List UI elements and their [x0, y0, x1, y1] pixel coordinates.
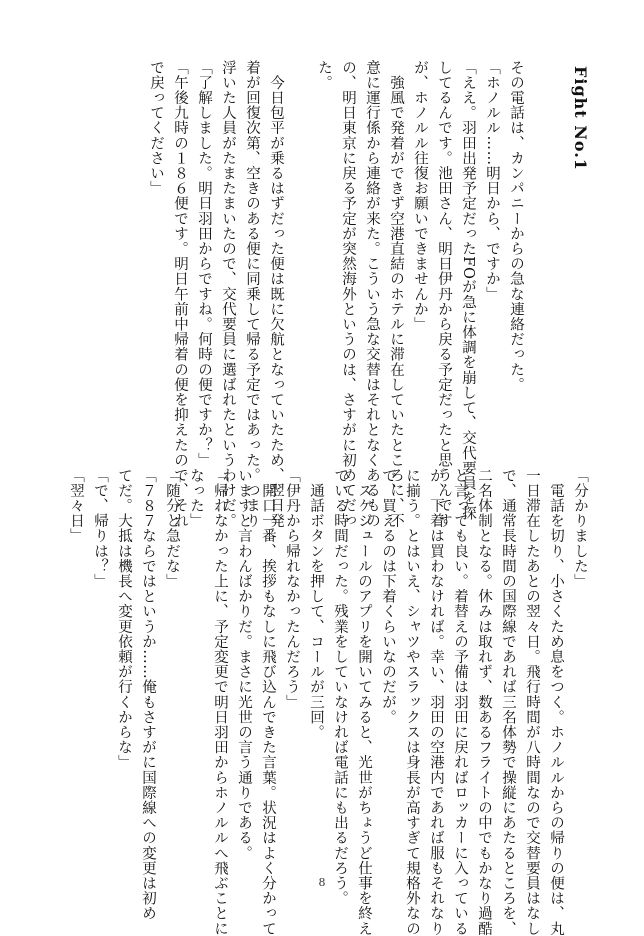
text-column: た。 [316, 60, 332, 91]
text-column: 「午後九時の１８６便です。明日午前中帰着の便を抑えたので、それ [172, 60, 188, 529]
text-column: 今日包平が乗るはずだった便は既に欠航となっていたため、翌日発 [268, 60, 284, 529]
text-column: 「ホノルル……明日から、ですか」 [484, 60, 500, 302]
text-column: 一日滞在したあとの翌々日。飛行時間が八時間なので交替要員はなし [524, 468, 540, 936]
text-column: 電話を切り、小さくため息をつく。ホノルルからの帰りの便は、丸 [548, 468, 564, 936]
text-column: が、ホノルル往復お願いできませんか」 [412, 60, 428, 332]
text-column: で、通常長時間の国際線であれば三名体勢で操縦にあたるところを、 [500, 468, 516, 936]
text-column: 浮いた人員がたまたまいたので、交代要員に選ばれたというわけだ。 [220, 60, 236, 529]
text-column: 「７８７ならではというか……俺もさすがに国際線への変更は初め [140, 468, 156, 921]
text-column: 通話ボタンを押して、コールが三回。 [308, 468, 324, 740]
text-column: 意に運行係から連絡が来た。こういう急な交替はそれとなくあるもの [364, 60, 380, 529]
text-column: 「了解しました。明日羽田からですね。何時の便ですか？」 [196, 60, 212, 468]
page-number: 8 [318, 876, 326, 889]
text-column: 開口一番、挨拶もなしに飛び込んできた言葉。状況はよく分かって [260, 468, 276, 936]
text-column: 「帰れなかった上に、予定変更で明日羽田からホノルルへ飛ぶことに [212, 468, 228, 936]
text-column: と言っても良い。着替えの予備は羽田に戻ればロッカーに入っている [452, 468, 468, 936]
text-column: スケジュールのアプリを開いてみると、光世がちょうど仕事を終え [356, 468, 372, 936]
text-column: ている時間だった。残業をしていなければ電話にも出るだろう。 [332, 468, 348, 906]
text-column: に揃う。とはいえ、シャツやスラックスは身長が高すぎて規格外なの [404, 468, 420, 936]
lower-text-block [52, 468, 592, 936]
text-column: なった」 [188, 468, 204, 529]
text-column: いますと言わんばかりだ。まさに光世の言う通りである。 [236, 468, 252, 861]
text-column: 強風で発着ができず空港直結のホテルに滞在していたところに、不 [388, 60, 404, 529]
text-column: 「ええ。羽田出発予定だったFOが急に体調を崩して、交代要員を探 [460, 60, 476, 522]
text-column: の、明日東京に戻る予定が突然海外というのは、さすがに初めてだっ [340, 60, 356, 529]
chapter-title: Fight No.1 [571, 66, 590, 171]
text-column: で、買えるのは下着くらいなのだが。 [380, 468, 396, 725]
text-column: が、下着は買わなければ。幸い、羽田の空港内であれば服もそれなり [428, 468, 444, 936]
text-column: 「翌々日」 [68, 468, 84, 544]
text-column: 「伊丹から帰れなかったんだろう」 [284, 468, 300, 710]
text-column: 着が回復次第、空きのある便に同乗して帰る予定ではあった。つまり [244, 60, 260, 529]
text-column: 「随分と急だな」 [164, 468, 180, 589]
text-column: してるんです。池田さん、明日伊丹から戻る予定だったと思うんです [436, 60, 452, 529]
text-column: その電話は、カンパニーからの急な連絡だった。 [508, 60, 524, 393]
text-column: てだ。大抵は機長へ変更依頼が行くからな」 [116, 468, 132, 770]
text-column: 「で、帰りは？」 [92, 468, 108, 589]
text-column: 二名体制となる。休みは取れず、数あるフライトの中でもかなり過酷 [476, 468, 492, 936]
text-column: で戻ってください」 [148, 60, 164, 196]
text-column: 「分かりました」 [572, 468, 588, 589]
